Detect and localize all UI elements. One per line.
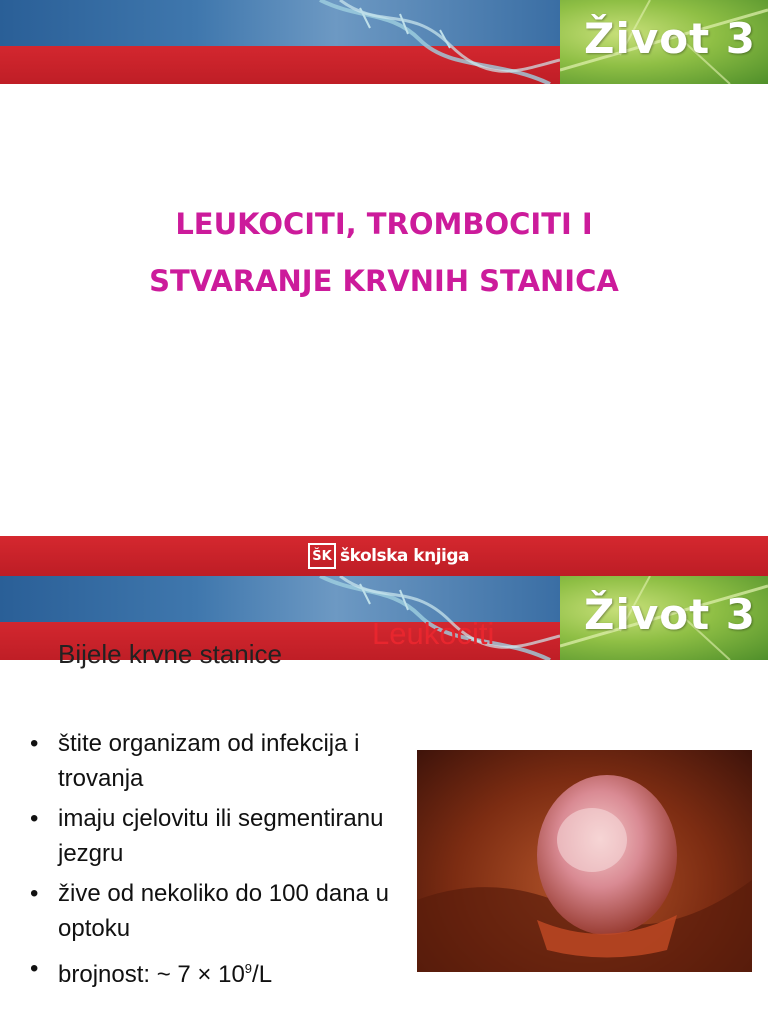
brand-title: Život 3 — [584, 14, 757, 63]
publisher-logo — [308, 543, 469, 569]
slide-subtitle: Bijele krvne stanice — [58, 639, 282, 669]
bullet-text: žive od nekoliko do 100 dana u optoku — [58, 880, 389, 942]
bullet-list — [30, 726, 390, 997]
bullet-item-count — [30, 951, 390, 992]
leaf-brand-panel — [560, 0, 768, 84]
brand-title: Život 3 — [584, 590, 757, 639]
count-exponent: 9 — [244, 961, 253, 976]
footer-bar — [0, 536, 768, 576]
leaf-brand-panel — [560, 576, 768, 660]
bullet-dot-icon: • — [30, 805, 39, 832]
bullet-dot-icon: • — [30, 880, 39, 907]
bullet-item — [30, 801, 390, 871]
leukocyte-micrograph-image — [417, 750, 752, 972]
dna-helix-graphic — [300, 0, 560, 84]
bullet-text: štite organizam od infekcija i trovanja — [58, 730, 360, 792]
leukocyte-cell-graphic — [417, 750, 752, 972]
bullet-item — [30, 876, 390, 946]
slide-title-line-2: STVARANJE KRVNIH STANICA — [149, 264, 619, 298]
bullet-dot-icon: • — [30, 730, 39, 757]
publisher-name: školska knjiga — [340, 546, 469, 566]
bullet-item — [30, 726, 390, 796]
content-slide — [0, 576, 768, 1024]
slide-title-line-1: LEUKOCITI, TROMBOCITI I — [175, 207, 593, 241]
count-prefix: brojnost: ~ 7 × 10 — [58, 961, 245, 988]
slide-heading: Leukociti — [372, 616, 495, 651]
count-suffix: /L — [252, 961, 273, 988]
bullet-text: imaju cjelovitu ili segmentiranu jezgru — [58, 805, 384, 867]
header-banner — [0, 0, 768, 84]
slide-title — [0, 196, 768, 310]
publisher-mark-icon: ŠK — [308, 543, 336, 569]
bullet-dot-icon: • — [30, 955, 39, 982]
